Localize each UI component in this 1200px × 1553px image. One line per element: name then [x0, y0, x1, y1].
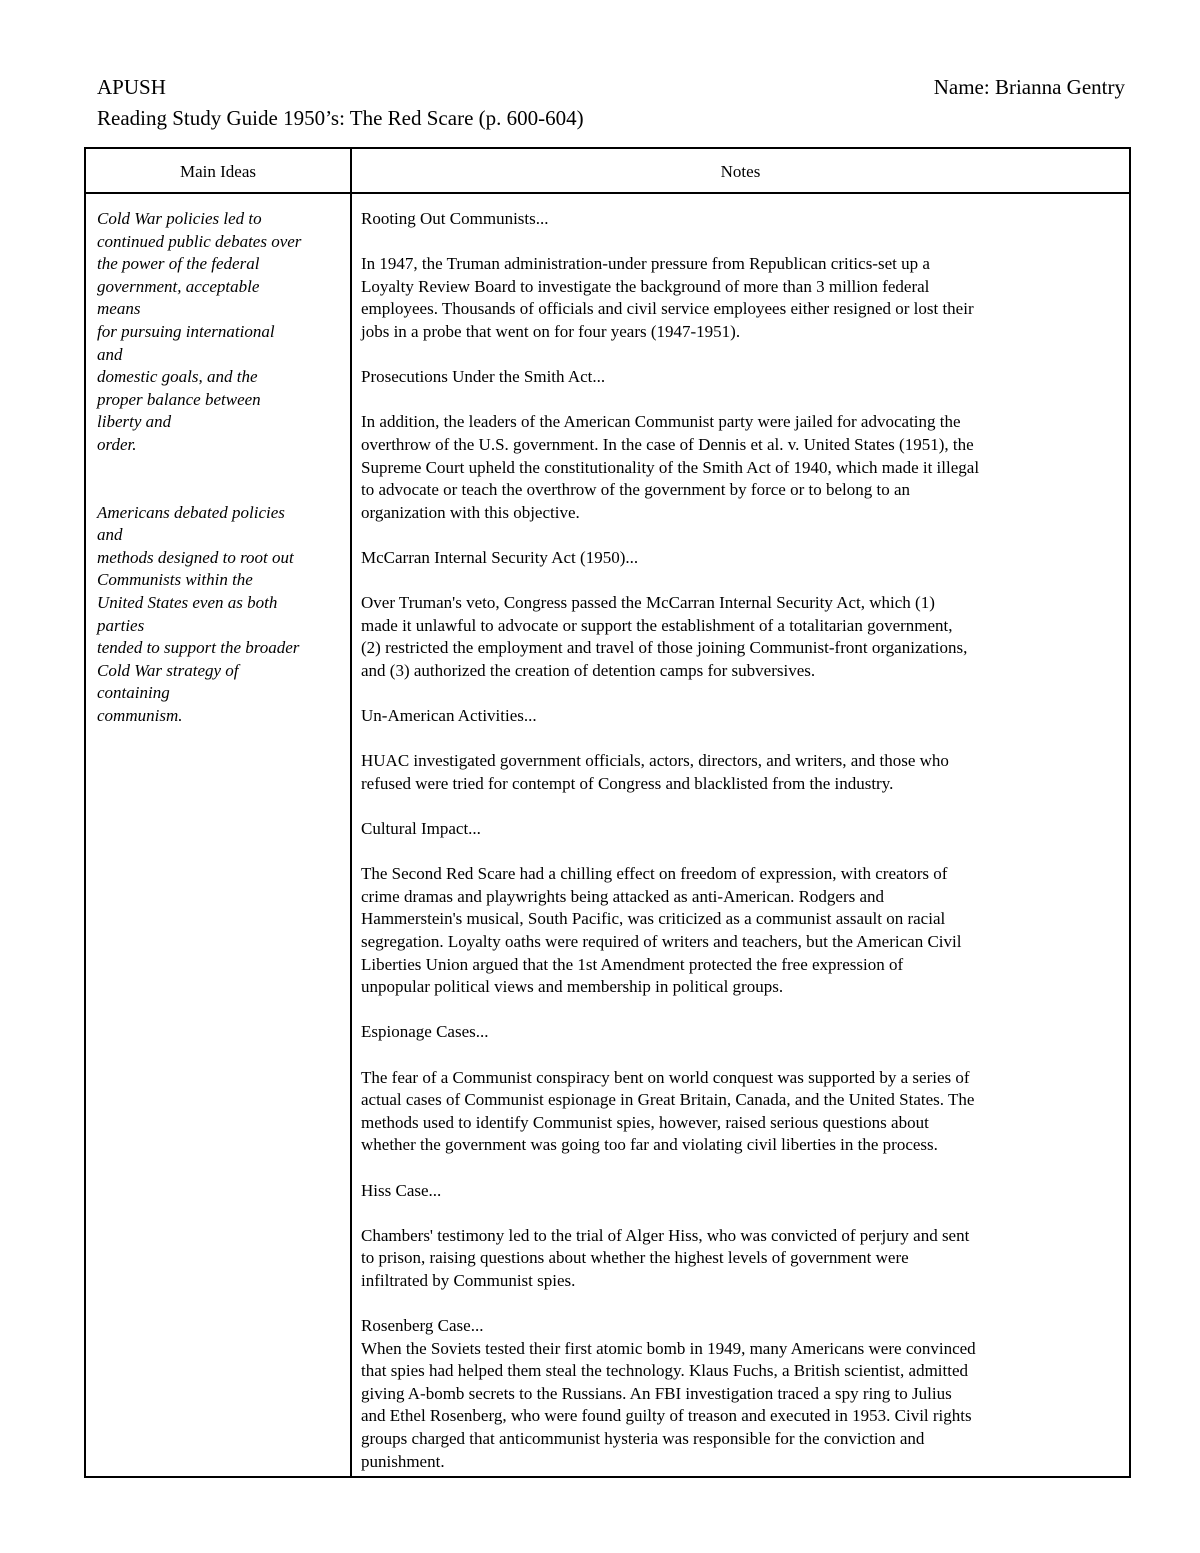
- main-idea-line: and: [97, 344, 123, 364]
- main-idea-line: government, acceptable: [97, 276, 260, 296]
- note-line: refused were tried for contempt of Congress and blacklisted from the industry.: [361, 773, 894, 793]
- main-idea-line: order.: [97, 434, 137, 454]
- main-idea-line: continued public debates over: [97, 231, 302, 251]
- note-line: to prison, raising questions about whether the highest levels of government were: [361, 1248, 909, 1268]
- study-guide-table: [84, 147, 1131, 1478]
- note-line: (2) restricted the employment and travel of those joining Communist-front organizations,: [361, 638, 968, 658]
- note-line: employees. Thousands of officials and civil service employees either resigned or lost their: [361, 299, 974, 319]
- main-idea-1: [97, 208, 345, 457]
- main-idea-2: [97, 502, 345, 728]
- note-line: giving A-bomb secrets to the Russians. An FBI investigation traced a spy ring to Julius: [361, 1383, 952, 1403]
- main-idea-line: parties: [97, 615, 145, 635]
- note-line: Supreme Court upheld the constitutionality of the Smith Act of 1940, which made it illegal: [361, 457, 980, 477]
- main-idea-line: United States even as both: [97, 592, 278, 612]
- note-line: methods used to identify Communist spies, however, raised serious questions about: [361, 1112, 929, 1132]
- note-line: to advocate or teach the overthrow of the government by force or to belong to an: [361, 480, 910, 500]
- note-line: crime dramas and playwrights being attacked as anti-American. Rodgers and: [361, 886, 885, 906]
- section-heading-un-american-activities: Un-American Activities...: [361, 706, 537, 726]
- note-line: punishment.: [361, 1451, 445, 1471]
- note-line: overthrow of the U.S. government. In the case of Dennis et al. v. United States (1951), the: [361, 434, 974, 454]
- note-line: In 1947, the Truman administration-under pressure from Republican critics-set up a: [361, 254, 930, 274]
- main-idea-line: for pursuing international: [97, 321, 275, 341]
- page-title: Reading Study Guide 1950’s: The Red Scare (p. 600-604): [97, 106, 584, 130]
- note-line: and Ethel Rosenberg, who were found guilty of treason and executed in 1953. Civil rights: [361, 1406, 972, 1426]
- note-line: Loyalty Review Board to investigate the background of more than 3 million federal: [361, 276, 930, 296]
- section-heading-mccarran-act: McCarran Internal Security Act (1950)...: [361, 547, 639, 567]
- course-name: APUSH: [97, 75, 166, 99]
- section-heading-rosenberg-case: Rosenberg Case...: [361, 1316, 484, 1336]
- note-line: Liberties Union argued that the 1st Amendment protected the free expression of: [361, 954, 904, 974]
- main-idea-line: methods designed to root out: [97, 547, 294, 567]
- note-line: jobs in a probe that went on for four years (1947-1951).: [361, 321, 741, 341]
- main-idea-line: containing: [97, 683, 170, 703]
- note-line: Over Truman's veto, Congress passed the McCarran Internal Security Act, which (1): [361, 593, 935, 613]
- note-line: Chambers' testimony led to the trial of Alger Hiss, who was convicted of perjury and sent: [361, 1225, 970, 1245]
- note-line: that spies had helped them steal the technology. Klaus Fuchs, a British scientist, admitted: [361, 1361, 969, 1381]
- main-idea-line: domestic goals, and the: [97, 367, 258, 387]
- note-line: and (3) authorized the creation of detention camps for subversives.: [361, 660, 816, 680]
- main-idea-line: means: [97, 299, 141, 319]
- column-divider: [350, 149, 352, 1476]
- main-idea-line: Communists within the: [97, 570, 253, 590]
- note-line: The Second Red Scare had a chilling effect on freedom of expression, with creators of: [361, 864, 948, 884]
- main-idea-line: Americans debated policies: [97, 502, 285, 522]
- main-idea-line: proper balance between: [97, 389, 261, 409]
- header-divider: [86, 192, 1129, 194]
- main-idea-line: Cold War strategy of: [97, 660, 239, 680]
- main-ideas-column: [97, 208, 345, 727]
- main-idea-line: and: [97, 525, 123, 545]
- note-line: organization with this objective.: [361, 502, 580, 522]
- main-idea-line: tended to support the broader: [97, 638, 300, 658]
- note-line: When the Soviets tested their first atomic bomb in 1949, many Americans were convinced: [361, 1338, 976, 1358]
- note-line: actual cases of Communist espionage in Great Britain, Canada, and the United States. The: [361, 1090, 975, 1110]
- note-line: The fear of a Communist conspiracy bent on world conquest was supported by a series of: [361, 1067, 970, 1087]
- note-line: unpopular political views and membership in political groups.: [361, 977, 784, 997]
- main-idea-line: liberty and: [97, 412, 172, 432]
- note-line: made it unlawful to advocate or support the establishment of a totalitarian government,: [361, 615, 953, 635]
- note-line: segregation. Loyalty oaths were required of writers and teachers, but the American Civil: [361, 932, 962, 951]
- section-heading-smith-act: Prosecutions Under the Smith Act...: [361, 367, 606, 387]
- note-line: Hammerstein's musical, South Pacific, was criticized as a communist assault on racial: [361, 909, 946, 929]
- student-name: Name: Brianna Gentry: [933, 75, 1125, 99]
- main-idea-line: the power of the federal: [97, 254, 260, 274]
- main-ideas-column-header: Main Ideas: [179, 162, 256, 181]
- section-heading-espionage-cases: Espionage Cases...: [361, 1022, 489, 1042]
- section-heading-rooting-out-communists: Rooting Out Communists...: [361, 209, 549, 228]
- main-idea-line: communism.: [97, 705, 183, 725]
- note-line: HUAC investigated government officials, actors, directors, and writers, and those who: [361, 751, 949, 771]
- note-line: whether the government was going too far and violating civil liberties in the process.: [361, 1135, 938, 1155]
- note-line: groups charged that anticommunist hysteria was responsible for the conviction and: [361, 1429, 925, 1449]
- notes-column: [361, 208, 1123, 1473]
- main-idea-line: Cold War policies led to: [97, 209, 262, 228]
- note-line: In addition, the leaders of the American Communist party were jailed for advocating the: [361, 412, 961, 432]
- notes-column-header: Notes: [720, 162, 761, 181]
- section-heading-hiss-case: Hiss Case...: [361, 1180, 442, 1200]
- section-heading-cultural-impact: Cultural Impact...: [361, 819, 481, 839]
- note-line: infiltrated by Communist spies.: [361, 1270, 576, 1290]
